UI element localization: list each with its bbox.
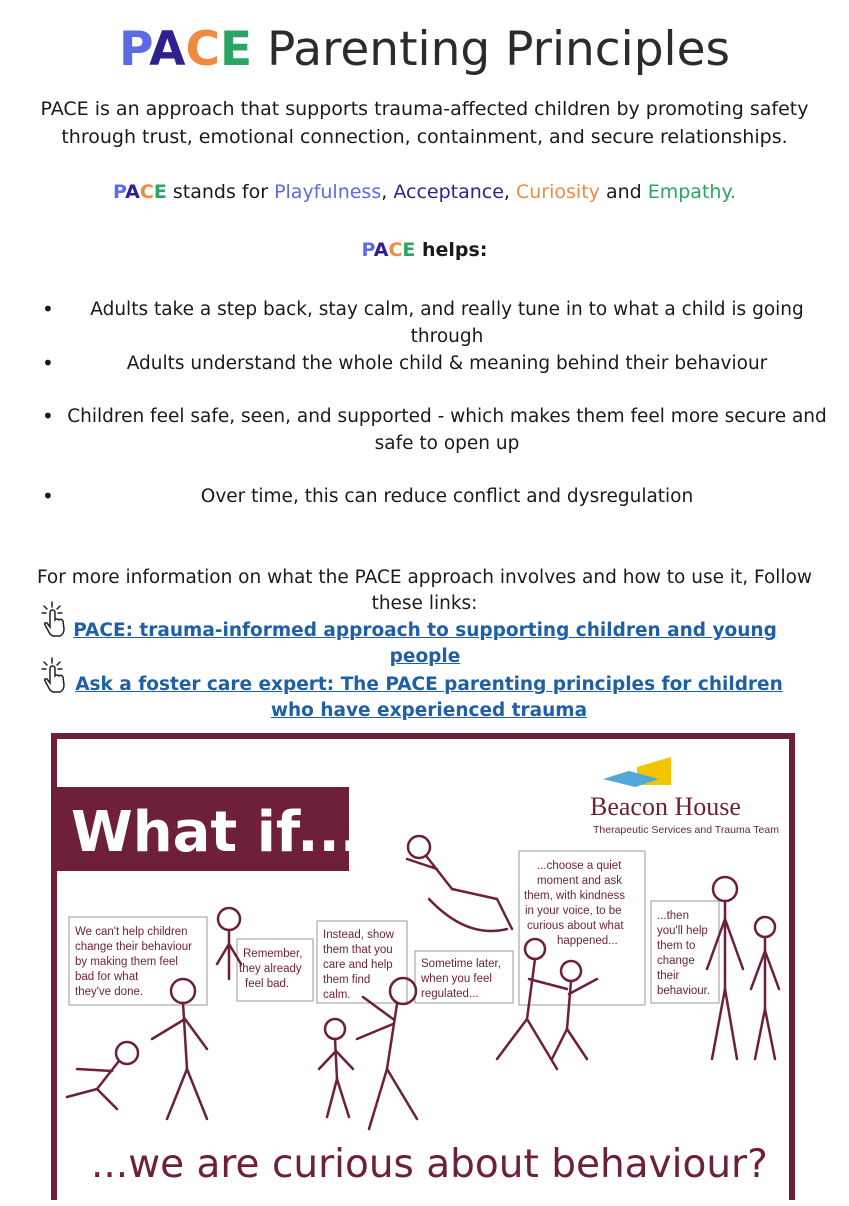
box4-line: regulated... <box>421 988 479 1000</box>
beacon-house-poster <box>51 733 795 1200</box>
pointer-hand-icon <box>40 656 68 694</box>
brand-subtitle: Therapeutic Services and Trauma Team <box>593 824 779 836</box>
box5-line: them, with kindness <box>524 890 625 902</box>
stands-c: C <box>139 181 154 203</box>
poster-heading: What if... <box>71 800 362 865</box>
pointer-hand-icon <box>40 600 68 638</box>
box5-line: in your voice, to be <box>525 905 622 917</box>
box3-line: them that you <box>323 944 393 956</box>
stands-e: E <box>153 181 167 203</box>
box1-line: We can't help children <box>75 926 188 938</box>
list-item-text: Over time, this can reduce conflict and dysregulation <box>200 486 694 507</box>
box6-line: ...then <box>657 910 689 922</box>
poster-footer: ...we are curious about behaviour? <box>91 1142 768 1187</box>
box3-line: care and help <box>323 959 393 971</box>
box1-line: bad for what <box>75 971 139 983</box>
box1-line: they've done. <box>75 986 144 998</box>
word-curiosity: Curiosity <box>516 181 600 203</box>
more-info-text: For more information on what the PACE approach involves and how to use it, Follow these links: <box>36 567 813 614</box>
link-pace-trauma-informed[interactable]: PACE: trauma-informed approach to supporting children and young people <box>73 620 777 667</box>
helps-e: E <box>402 239 416 261</box>
title-letter-a: A <box>149 22 186 77</box>
list-item <box>40 296 830 350</box>
box5-line: moment and ask <box>537 875 623 887</box>
sep-1: , <box>381 181 394 203</box>
list-item-text: Children feel safe, seen, and supported - which makes them feel more secure and safe to open up <box>67 406 827 454</box>
box5-line: curious about what <box>527 920 624 932</box>
stands-for-line <box>0 181 849 203</box>
list-item <box>40 483 830 510</box>
box1-line: change their behaviour <box>75 941 192 953</box>
stands-a: A <box>125 181 140 203</box>
bullet-dot: • <box>42 404 54 428</box>
helps-c: C <box>388 239 403 261</box>
box6-line: their <box>657 970 680 982</box>
box2-line: they already <box>239 963 302 975</box>
box2-line: Remember, <box>243 948 303 960</box>
box3-line: calm. <box>323 989 351 1001</box>
box4-line: Sometime later, <box>421 958 501 970</box>
box3-line: them find <box>323 974 371 986</box>
list-item-text: Adults take a step back, stay calm, and really tune in to what a child is going through <box>90 299 804 347</box>
intro-paragraph: PACE is an approach that supports trauma-affected children by promoting safety through trust, emotional connection, containment, and secure relationships. <box>40 98 809 148</box>
word-and: and <box>599 181 648 203</box>
sep-2: , <box>503 181 516 203</box>
title-rest: Parenting Principles <box>252 22 731 77</box>
bullet-dot: • <box>42 351 54 375</box>
word-empathy: Empathy. <box>647 181 737 203</box>
box6-line: change <box>657 955 695 967</box>
brand-name: Beacon House <box>590 792 741 821</box>
box6-line: behaviour. <box>657 985 711 997</box>
list-item <box>40 403 830 457</box>
box1-line: by making them feel <box>75 956 178 968</box>
box3-line: Instead, show <box>323 929 394 941</box>
link-ask-foster-care-expert[interactable]: Ask a foster care expert: The PACE parenting principles for children who have experienced trauma <box>75 674 783 721</box>
list-item <box>40 350 830 377</box>
helps-a: A <box>373 239 389 261</box>
box5-line: happened... <box>557 935 618 947</box>
list-item-text: Adults understand the whole child & meaning behind their behaviour <box>126 353 768 374</box>
title-letter-p: P <box>118 22 150 77</box>
pace-helps-heading <box>0 239 849 261</box>
beacon-house-logo-icon <box>603 757 671 787</box>
stands-p: P <box>112 181 126 203</box>
word-acceptance: Acceptance <box>393 181 504 203</box>
page-title <box>0 22 849 77</box>
title-letter-e: E <box>220 22 253 77</box>
box2-line: feel bad. <box>245 978 290 990</box>
word-playfulness: Playfulness <box>274 181 382 203</box>
box5-line: ...choose a quiet <box>537 860 622 872</box>
title-letter-c: C <box>185 22 220 77</box>
box6-line: you'll help <box>657 925 708 937</box>
bullet-dot: • <box>42 297 54 321</box>
box4-line: when you feel <box>421 973 492 985</box>
stands-text: stands for <box>166 181 275 203</box>
poster-illustration <box>57 739 789 1206</box>
bullet-dot: • <box>42 484 54 508</box>
helps-text: helps: <box>415 239 488 261</box>
helps-p: P <box>361 239 374 261</box>
box6-line: them to <box>657 940 696 952</box>
